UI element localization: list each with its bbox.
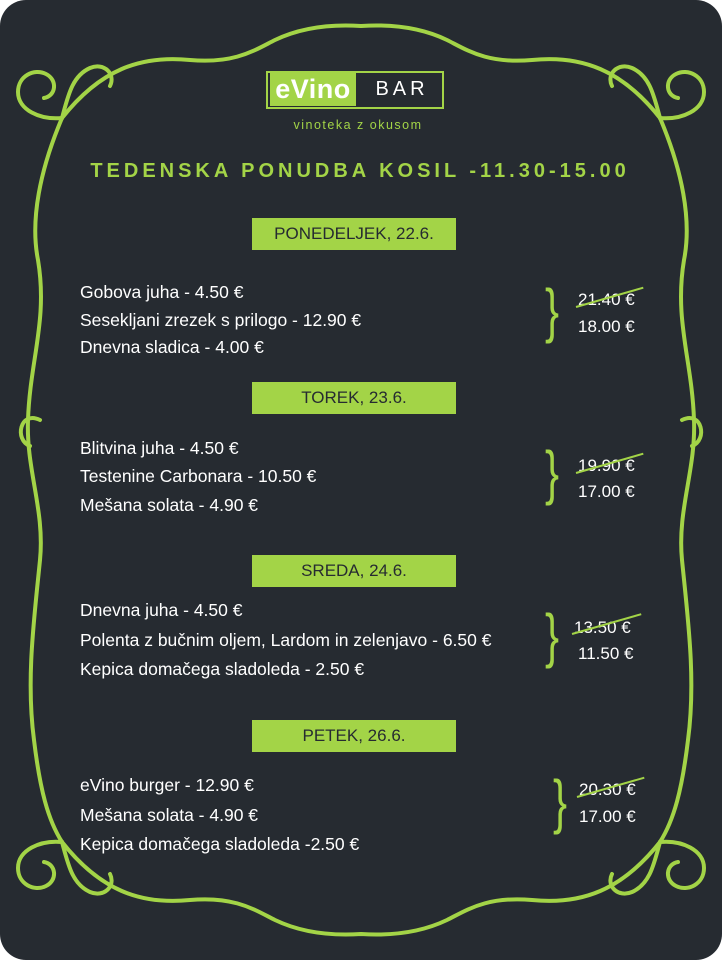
old-price: 13.50 € (574, 618, 631, 637)
new-price: 17.00 € (579, 807, 636, 826)
menu-heading: TEDENSKA PONUDBA KOSIL -11.30-15.00 (90, 160, 630, 182)
brace-icon: } (553, 768, 568, 835)
frame-right (660, 118, 694, 842)
brace-icon: } (545, 439, 560, 506)
frame-left (28, 118, 62, 842)
frame-curl-tl (18, 72, 62, 118)
old-price: 20.30 € (579, 780, 636, 799)
menu-item: Mešana solata - 4.90 € (80, 495, 259, 515)
frame-curl-br (660, 842, 704, 888)
new-price: 17.00 € (578, 482, 635, 501)
frame-curl-bl (18, 842, 62, 888)
logo-evino-text: eVino (270, 72, 356, 106)
menu-item: Kepica domačega sladoleda -2.50 € (80, 834, 360, 854)
menu-item: Testenine Carbonara - 10.50 € (80, 466, 317, 486)
brace-icon: } (545, 602, 560, 669)
menu-item: Mešana solata - 4.90 € (80, 805, 259, 825)
evino-bar-logo (266, 71, 444, 115)
tagline: vinoteka z okusom (293, 118, 423, 132)
frame-bottom (62, 842, 660, 934)
menu-item: Dnevna juha - 4.50 € (80, 600, 243, 620)
frame-curl-tr (660, 72, 704, 118)
day-label-friday: PETEK, 26.6. (252, 720, 456, 752)
menu-item: Sesekljani zrezek s prilogo - 12.90 € (80, 310, 362, 330)
menu-item: Polenta z bučnim oljem, Lardom in zelenjavo - 6.50 € (80, 630, 492, 650)
old-price: 19.90 € (578, 456, 635, 475)
day-label-wednesday: SREDA, 24.6. (252, 555, 456, 587)
menu-item: Blitvina juha - 4.50 € (80, 438, 239, 458)
menu-item: Gobova juha - 4.50 € (80, 282, 244, 302)
day-label-monday: PONEDELJEK, 22.6. (252, 218, 456, 250)
day-label-tuesday: TOREK, 23.6. (252, 382, 456, 414)
new-price: 18.00 € (578, 317, 635, 336)
menu-item: Kepica domačega sladoleda - 2.50 € (80, 659, 365, 679)
brace-icon: } (545, 277, 560, 344)
logo-bar-text: BAR (375, 78, 429, 100)
new-price: 11.50 € (578, 644, 634, 663)
menu-item: Dnevna sladica - 4.00 € (80, 337, 264, 357)
menu-item: eVino burger - 12.90 € (80, 775, 254, 795)
old-price: 21.40 € (578, 290, 635, 309)
